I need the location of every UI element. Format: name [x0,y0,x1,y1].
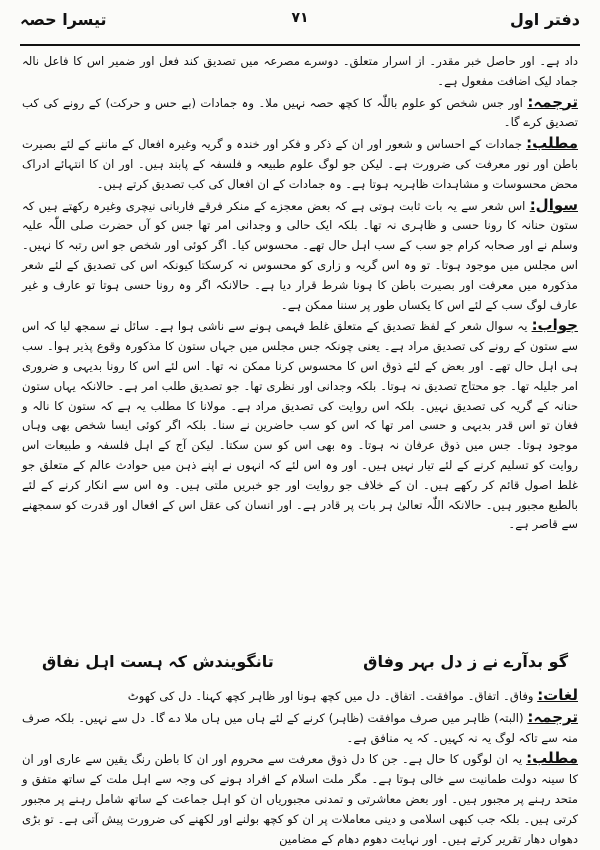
paragraph-text: یہ ان لوگوں کا حال ہے۔ جن کا دل ذوق معرفت سے محروم اور ان کا باطن رنگ یقین سے عاری اور ان کا سینہ دولت طمانیت سے خالی ہوتا ہے۔ مگر ملت اسلام کے افراد ہونے کی وجہ سے اہل ملت کے ساتھ متفق و متحد رہنے پر مجبور ہیں۔ اور بعض معاشرتی و تمدنی مجبوریاں ان کو اہل جماعت کے ساتھ شامل رہنے پر مجبور کرتی ہیں۔ بلکہ جب کبھی اسلامی و دینی معاملات پر ان کو کچھ بولنے اور لکھنے کی ضرورت پیش آتی ہے۔ تو بڑی دھواں دھار تقریر کرتے ہیں۔ اور نہایت دھوم دھام کے مضامین [22,752,578,846]
paragraph-meaning [22,134,578,194]
translation-label: ترجمہ: [527,92,578,111]
page-number: ۷۱ [291,10,309,26]
paragraph-answer [22,316,578,535]
meaning-label: مطلب: [526,134,579,153]
paragraph-text: اور جس شخص کو علوم باللّٰہ کا کچھ حصہ نہیں ملا۔ وہ جمادات (بے حس و حرکت) کے رونے کی کب تصدیق کرے گا۔ [22,95,578,130]
paragraph-question [22,196,578,316]
verse-hemistich-2: تانگویندش کہ ہست اہل نفاق [42,652,274,671]
paragraph-text: جمادات کے احساس و شعور اور ان کے ذکر و فکر اور خندہ و گریہ وغیرہ افعال کے ماننے کے لئے بصیرت باطن اور نور معرفت کی ضرورت ہے۔ لیکن جو لوگ علوم طبیعہ و فلسفہ کے پابند ہیں۔ اور ان کا انتہائے ادراک محض محسوسات و مشاہدات ظاہریہ ہوتا ہے۔ وہ جمادات کے ان افعال کی کب تصدیق کرتے ہیں۔ [22,137,578,191]
paragraph-text: یہ سوال شعر کے لفظ تصدیق کے متعلق غلط فہمی ہونے سے ناشی ہوا ہے۔ سائل نے سمجھ لیا کہ اس سے ستون کے رونے کی تصدیق مراد ہے۔ یعنی چونکہ جس مجلس میں جہاں ستون کا مذکورہ وقوع پذیر ہوا۔ سب ہی اہل حال تھے۔ اور بعض کے لئے ذوق اس کا محسوس کرنا ممکن نہ تھا۔ اس لئے اس کا رونا بدیہی و ضروری امر جلیلہ تھا۔ جو محتاج تصدیق نہ ہوتا۔ بلکہ وجدانی اور نظری تھا۔ جو تصدیق طلب امر ہے۔ حالانکہ یہاں ستون حنانہ کے گریہ کی تصدیق نہیں۔ بلکہ اس روایت کی تصدیق مراد ہے۔ مولانا کا مطلب یہ ہے کہ ستون کا نالہ و فغان تو اس قدر بدیہی و حسی امر تھا کہ اس کو سب حاضرین نے سنا۔ بلکہ اگر کوئی ایسا شخص بھی وہاں موجود ہوتا۔ جس میں ذوق عرفان نہ ہوتا۔ وہ بھی اس کو سن سکتا۔ لیکن آج کے اہل فلسفہ و طبیعات اس روایت کو تسلیم کرنے کے لئے تیار نہیں ہیں۔ اور وہ اس لئے کہ انہوں نے اپنے ذہن میں حوادث عالم کے متعلق جو غلط اصول قائم کر رکھے ہیں۔ ان کے خلاف جو روایت اور جو خبریں ملتی ہیں۔ وہ اس سے انکار کرنے کے لئے بالطبع مجبور ہیں۔ حالانکہ اللّٰہ تعالیٰ ہر بات پر قادر ہے۔ اور انسان کی عقل اس کے افعال اور قدرت کو سمجھنے سے قاصر ہے۔ [22,319,578,532]
part-title: تیسرا حصہ [20,10,107,29]
paragraph-grammar [22,52,578,92]
section-title: دفتر اول [509,10,580,29]
paragraph-text: اس شعر سے یہ بات ثابت ہوتی ہے کہ بعض معجزے کے منکر فرقے فاربانی نیچری وغیرہ رکھتے ہیں کہ ستون حنانہ کا رونا حسی و ظاہری نہ تھا۔ بلکہ ایک حالی و وجدانی امر تھا جس کو آں حضرت صلی اللّٰہ علیہ وسلم نے اور صحابہ کرام جو سب کے سب اہل حال تھے۔ محسوس کیا۔ اگر کوئی اور شخص جو اس رتبہ کا نہیں۔ اس مجلس میں موجود ہوتا۔ تو وہ اس گریہ و زاری کو محسوس نہ کرسکتا کیونکہ اس کی تصدیق کے لئے شعر مذکورہ میں معرفت اور بصیرت باطن کا ہونا شرط قرار دیا ہے۔ حالانکہ اگر وہ رونا حسی ہوتا تو عارف و غیر عارف لوگ سب کے لئے اس کا یکساں طور پر سننا ممکن ہے۔ [22,198,578,312]
header-rule [20,44,580,46]
running-header [20,8,580,42]
answer-label: جواب: [531,316,578,335]
paragraph-meaning [22,749,578,849]
main-text [22,52,578,536]
paragraph-translation [22,93,578,134]
verse-commentary [22,686,578,850]
question-label: سوال: [529,195,578,214]
translation-label: ترجمہ: [527,707,578,726]
paragraph-translation [22,708,578,749]
paragraph-text: (البتہ) ظاہر میں صرف موافقت (ظاہر) کرنے کے لئے ہاں میں ہاں ملا دے گا۔ دل سے نہیں۔ بلکہ صرف منہ سے تاکہ لوگ یہ نہ کہیں۔ کہ یہ منافق ہے۔ [22,710,578,745]
paragraph-text: داد ہے۔ اور حاصل خبر مقدر۔ از اسرار متعلق۔ دوسرے مصرعہ میں تصدیق کند فعل اور ضمیر اس کا فاعل نالہ جماد لیک اضافت مفعول ہے۔ [22,54,578,88]
paragraph-vocabulary [22,686,578,707]
paragraph-text: وفاق۔ اتفاق۔ موافقت۔ اتفاق۔ دل میں کچھ ہونا اور ظاہر کچھ کہنا۔ دل کی کھوٹ [127,689,534,703]
verse-hemistich-1: گو بدآرے نے ز دل بہر وفاق [363,652,568,671]
meaning-label: مطلب: [526,749,578,768]
verse-couplet [22,652,578,682]
vocabulary-label: لغات: [537,686,578,704]
